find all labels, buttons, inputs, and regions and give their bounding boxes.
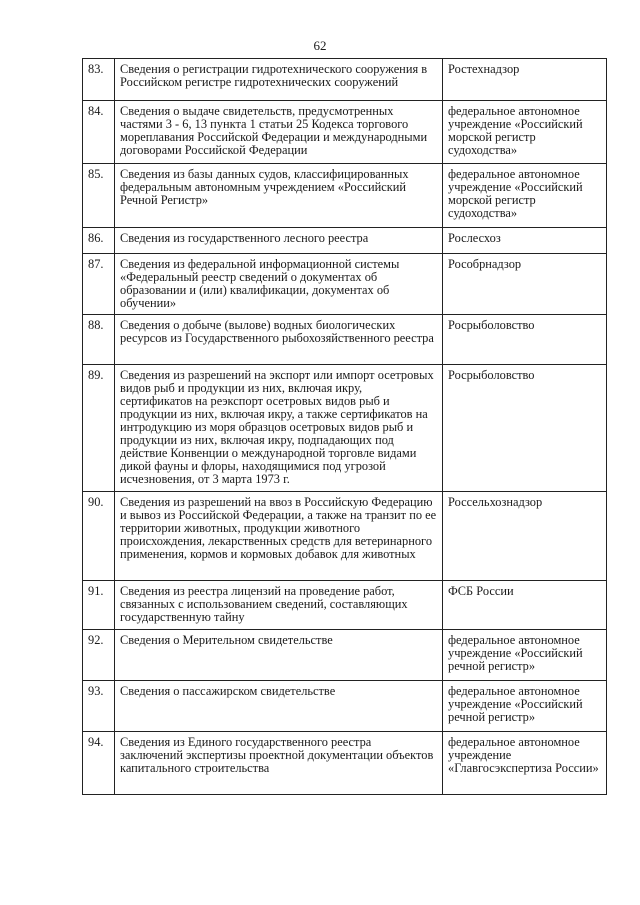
row-organization: федеральное автономное учреждение «Российский речной регистр» <box>443 681 607 732</box>
table-row <box>83 315 607 365</box>
row-number: 92. <box>83 630 115 681</box>
row-info: Сведения из реестра лицензий на проведение работ, связанных с использованием сведений, составляющих государственную тайну <box>115 581 443 630</box>
row-organization: федеральное автономное учреждение «Российский речной регистр» <box>443 630 607 681</box>
row-organization: ФСБ России <box>443 581 607 630</box>
row-info: Сведения из базы данных судов, классифицированных федеральным автономным учреждением «Российский Речной Регистр» <box>115 164 443 228</box>
row-number: 91. <box>83 581 115 630</box>
row-number: 86. <box>83 228 115 254</box>
page-number: 62 <box>313 38 327 53</box>
row-organization: Росрыболовство <box>443 315 607 365</box>
row-organization: Росрыболовство <box>443 365 607 492</box>
row-number: 94. <box>83 732 115 795</box>
table-row <box>83 732 607 795</box>
row-info: Сведения из Единого государственного реестра заключений экспертизы проектной документации объектов капитального строительства <box>115 732 443 795</box>
row-number: 85. <box>83 164 115 228</box>
row-organization: федеральное автономное учреждение «Российский морской регистр судоходства» <box>443 164 607 228</box>
row-number: 83. <box>83 59 115 101</box>
table-row <box>83 254 607 315</box>
table-row <box>83 101 607 164</box>
row-info: Сведения из федеральной информационной системы «Федеральный реестр сведений о документах об образовании и (или) квалификации, документах об обучении» <box>115 254 443 315</box>
row-info: Сведения о регистрации гидротехнического сооружения в Российском регистре гидротехнических сооружений <box>115 59 443 101</box>
row-info: Сведения о добыче (вылове) водных биологических ресурсов из Государственного рыбохозяйственного реестра <box>115 315 443 365</box>
row-organization: федеральное автономное учреждение «Главгосэкспертиза России» <box>443 732 607 795</box>
row-organization: федеральное автономное учреждение «Российский морской регистр судоходства» <box>443 101 607 164</box>
registry-table <box>82 58 607 795</box>
row-number: 89. <box>83 365 115 492</box>
row-number: 93. <box>83 681 115 732</box>
row-info: Сведения из разрешений на ввоз в Российскую Федерацию и вывоз из Российской Федерации, а также на транзит по ее территории животных, продукции животного происхождения, лекарственных средств для ветеринарного применения, кормов и кормовых добавок для животных <box>115 492 443 581</box>
table-row <box>83 59 607 101</box>
table-row <box>83 365 607 492</box>
table-row <box>83 228 607 254</box>
row-info: Сведения из государственного лесного реестра <box>115 228 443 254</box>
table-row <box>83 492 607 581</box>
row-info: Сведения о Мерительном свидетельстве <box>115 630 443 681</box>
row-info: Сведения о пассажирском свидетельстве <box>115 681 443 732</box>
row-number: 88. <box>83 315 115 365</box>
row-number: 90. <box>83 492 115 581</box>
row-info: Сведения из разрешений на экспорт или импорт осетровых видов рыб и продукции из них, включая икру, сертификатов на реэкспорт осетровых видов рыб и продукции из них, включая икру, а также сертификатов на интродукцию из моря образцов осетровых видов рыб и продукции из них, включая икру, подпадающих под действие Конвенции о международной торговле видами дикой фауны и флоры, находящимися под угрозой исчезновения, от 3 марта 1973 г. <box>115 365 443 492</box>
table-row <box>83 681 607 732</box>
table-row <box>83 581 607 630</box>
table-row <box>83 630 607 681</box>
row-organization: Рособрнадзор <box>443 254 607 315</box>
row-number: 87. <box>83 254 115 315</box>
row-organization: Ростехнадзор <box>443 59 607 101</box>
table-row <box>83 164 607 228</box>
row-organization: Россельхознадзор <box>443 492 607 581</box>
row-info: Сведения о выдаче свидетельств, предусмотренных частями 3 - 6, 13 пункта 1 статьи 25 Кодекса торгового мореплавания Российской Федерации и международными договорами Российской Федерации <box>115 101 443 164</box>
row-organization: Рослесхоз <box>443 228 607 254</box>
row-number: 84. <box>83 101 115 164</box>
